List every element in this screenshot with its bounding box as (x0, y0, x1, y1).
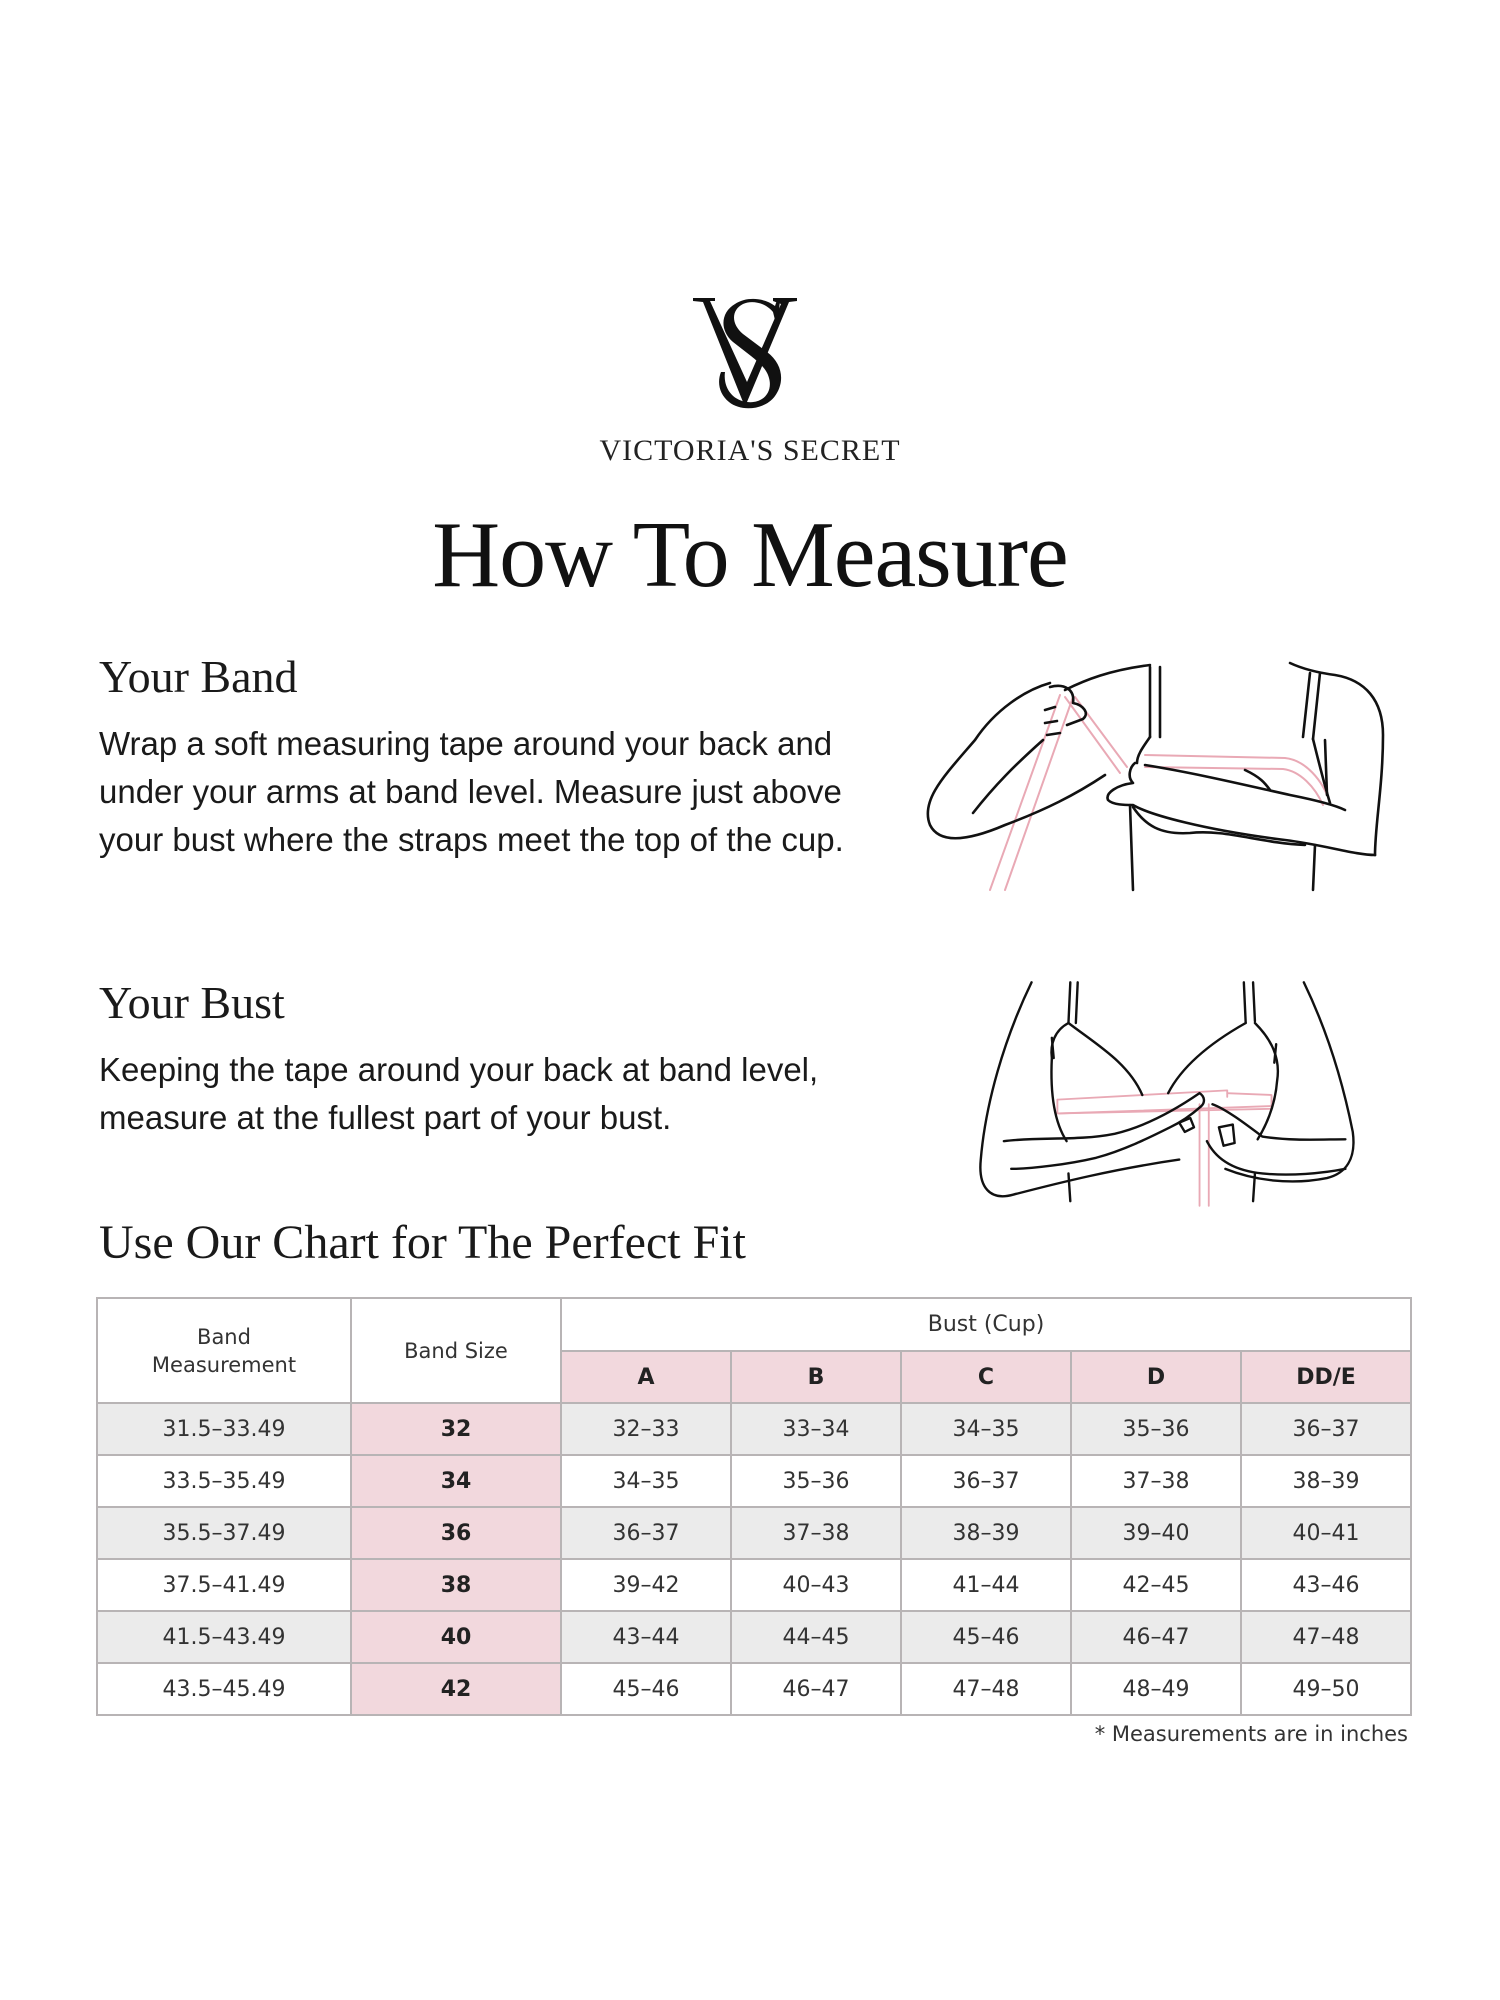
cup-cell: 43–44 (561, 1611, 731, 1663)
header-cup-b: B (731, 1351, 901, 1403)
cup-cell: 36–37 (561, 1507, 731, 1559)
header-cup-dde: DD/E (1241, 1351, 1411, 1403)
cup-cell: 40–43 (731, 1559, 901, 1611)
header-band-size: Band Size (351, 1298, 561, 1403)
cup-cell: 35–36 (731, 1455, 901, 1507)
cup-cell: 42–45 (1071, 1559, 1241, 1611)
cup-cell: 46–47 (731, 1663, 901, 1715)
band-heading: Your Band (99, 651, 298, 702)
band-measurement-cell: 37.5–41.49 (97, 1559, 351, 1611)
cup-cell: 45–46 (901, 1611, 1071, 1663)
cup-cell: 44–45 (731, 1611, 901, 1663)
cup-cell: 36–37 (1241, 1403, 1411, 1455)
band-measurement-cell: 41.5–43.49 (97, 1611, 351, 1663)
measurement-unit-footnote: * Measurements are in inches (1094, 1722, 1408, 1746)
table-row (97, 1663, 1411, 1715)
table-row (97, 1403, 1411, 1455)
brand-logo (0, 290, 1500, 468)
cup-cell: 45–46 (561, 1663, 731, 1715)
cup-cell: 37–38 (1071, 1455, 1241, 1507)
band-size-cell: 36 (351, 1507, 561, 1559)
brand-name: VICTORIA'S SECRET (599, 434, 901, 467)
vs-monogram-icon (685, 290, 815, 420)
cup-cell: 35–36 (1071, 1403, 1241, 1455)
cup-cell: 41–44 (901, 1559, 1071, 1611)
cup-cell: 39–40 (1071, 1507, 1241, 1559)
header-cup-d: D (1071, 1351, 1241, 1403)
band-measurement-cell: 35.5–37.49 (97, 1507, 351, 1559)
header-cup-a: A (561, 1351, 731, 1403)
size-chart-table (96, 1297, 1412, 1716)
chart-heading: Use Our Chart for The Perfect Fit (99, 1216, 746, 1269)
cup-cell: 43–46 (1241, 1559, 1411, 1611)
band-size-cell: 40 (351, 1611, 561, 1663)
header-bust-cup: Bust (Cup) (561, 1298, 1411, 1351)
cup-cell: 47–48 (1241, 1611, 1411, 1663)
band-measuring-illustration (905, 655, 1405, 895)
band-measurement-cell: 43.5–45.49 (97, 1663, 351, 1715)
cup-cell: 46–47 (1071, 1611, 1241, 1663)
band-measurement-cell: 33.5–35.49 (97, 1455, 351, 1507)
cup-cell: 48–49 (1071, 1663, 1241, 1715)
cup-cell: 33–34 (731, 1403, 901, 1455)
table-header-row (97, 1298, 1411, 1351)
cup-cell: 37–38 (731, 1507, 901, 1559)
table-row (97, 1611, 1411, 1663)
band-size-cell: 34 (351, 1455, 561, 1507)
bust-heading: Your Bust (99, 977, 285, 1028)
band-instructions: Wrap a soft measuring tape around your back and under your arms at band level. Measure just above your bust where the straps meet the top of the cup. (99, 725, 844, 858)
cup-cell: 38–39 (1241, 1455, 1411, 1507)
band-size-cell: 38 (351, 1559, 561, 1611)
cup-cell: 38–39 (901, 1507, 1071, 1559)
cup-cell: 32–33 (561, 1403, 731, 1455)
cup-cell: 40–41 (1241, 1507, 1411, 1559)
cup-cell: 34–35 (901, 1403, 1071, 1455)
bust-measuring-illustration (950, 975, 1390, 1215)
table-row (97, 1455, 1411, 1507)
cup-cell: 47–48 (901, 1663, 1071, 1715)
cup-cell: 36–37 (901, 1455, 1071, 1507)
band-size-cell: 42 (351, 1663, 561, 1715)
header-band-measurement: Band Measurement (97, 1298, 351, 1403)
header-cup-c: C (901, 1351, 1071, 1403)
cup-cell: 49–50 (1241, 1663, 1411, 1715)
band-size-cell: 32 (351, 1403, 561, 1455)
band-measurement-cell: 31.5–33.49 (97, 1403, 351, 1455)
table-row (97, 1507, 1411, 1559)
cup-cell: 34–35 (561, 1455, 731, 1507)
page-title: How To Measure (432, 503, 1068, 607)
cup-cell: 39–42 (561, 1559, 731, 1611)
table-row (97, 1559, 1411, 1611)
bust-instructions: Keeping the tape around your back at band level, measure at the fullest part of your bust. (99, 1051, 819, 1136)
